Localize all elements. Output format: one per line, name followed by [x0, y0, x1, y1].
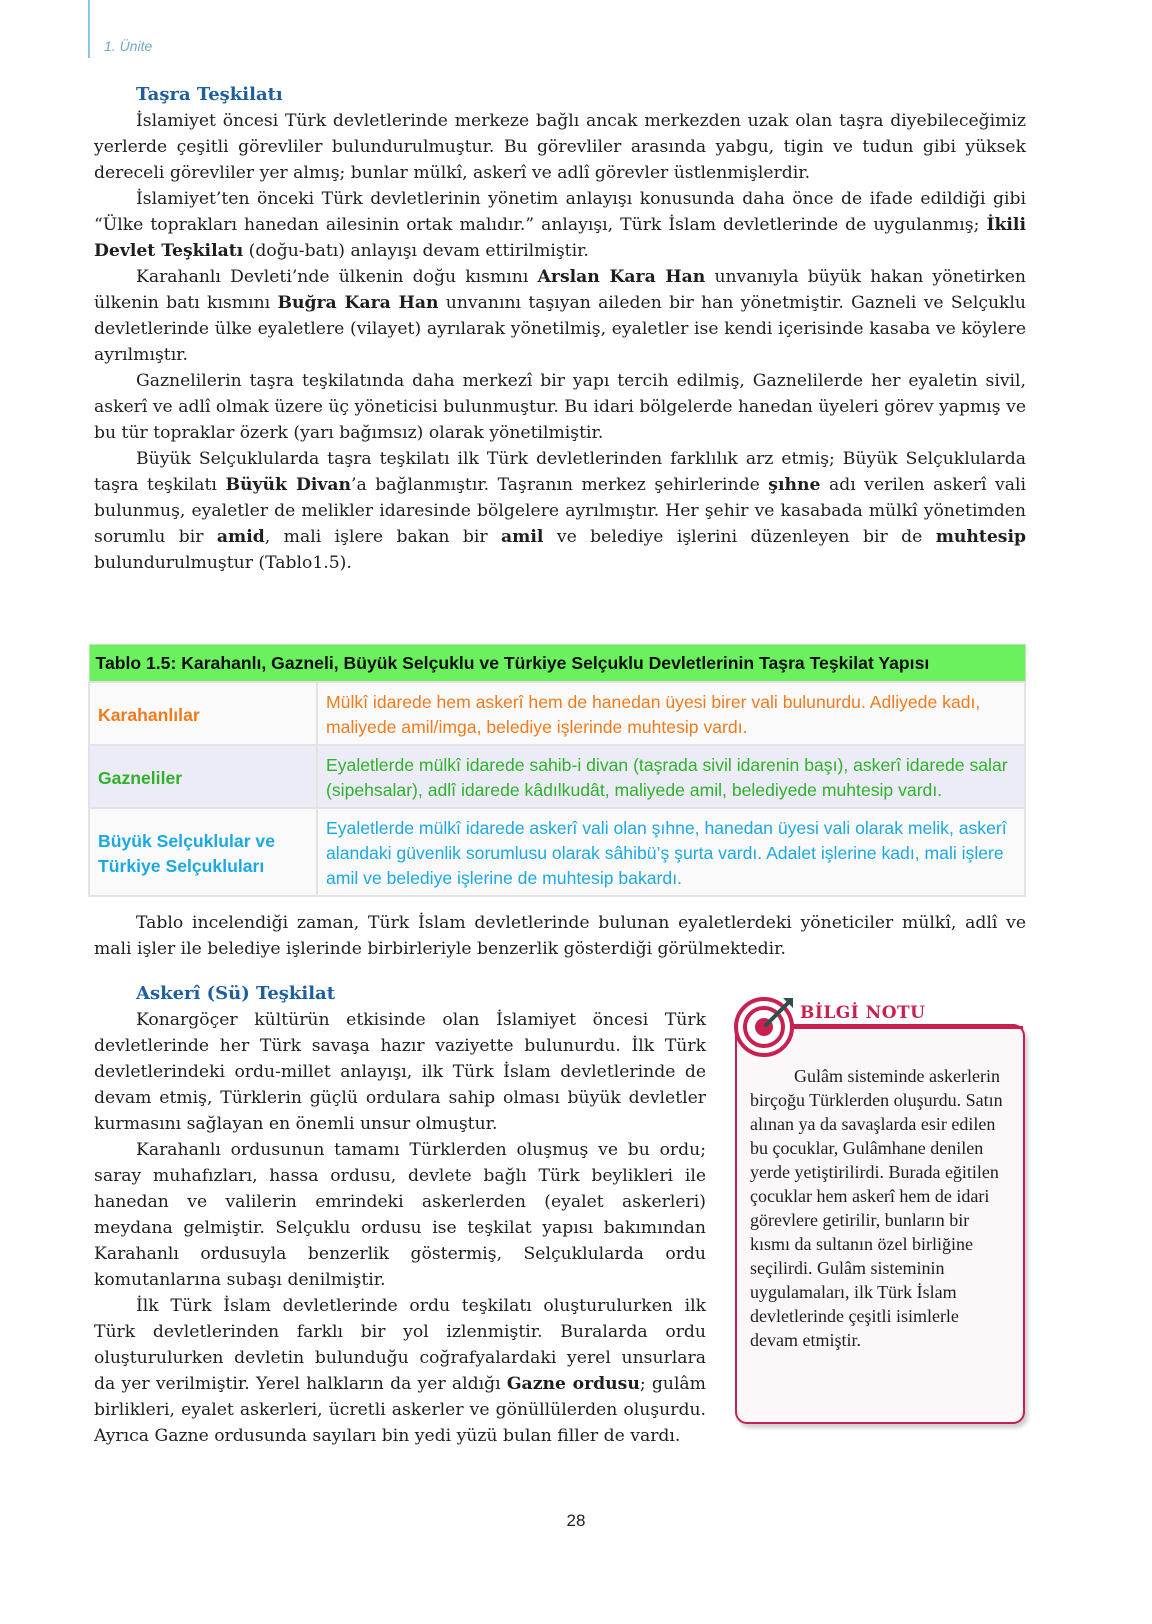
info-note-rule [794, 1026, 1023, 1029]
bold-term: İkili Devlet Teşkilatı [94, 215, 1026, 261]
paragraph: Gulâm sisteminde askerlerin birçoğu Türklerden oluşurdu. Satın alınan ya da savaşlarda esir edilen bu çocuklar, Gulâmhane denilen yerde yetiştirilirdi. Burada eğitilen çocuklar hem askerî hem de idari görevlere getirilir, bunların bir kısmı da sultanın özel birliğine seçilirdi. Gulâm sisteminin uygulamaları, ilk Türk İslam devletlerinde çeşitli isimlerle devam etmiştir. [750, 1066, 1003, 1350]
bold-term: muhtesip [935, 527, 1026, 547]
section-body-askeri [94, 1007, 706, 1449]
row-text: Mülkî idarede hem askerî hem de hanedan üyesi birer vali bulunurdu. Adliyede kadı, maliyede amil/imga, belediye işlerinde muhtesip vardı. [317, 682, 1025, 745]
paragraph: Karahanlı Devleti’nde ülkenin doğu kısmını Arslan Kara Han unvanıyla büyük hakan yönetirken ülkenin batı kısmını Buğra Kara Han unvanını taşıyan aileden bir han yönetmiştir. Gazneli ve Selçuklu devletlerinde ülke eyaletlere (vilayet) ayrılarak yönetilmiş, eyaletler ise kendi içerisinde kasaba ve köylere ayrılmıştır. [94, 267, 1027, 365]
paragraph: İslamiyet’ten önceki Türk devletlerinin yönetim anlayışı konusunda daha önce de ifade edildiği gibi “Ülke toprakları hanedan ailesinin ortak malıdır.” anlayışı, Türk İslam devletlerinde de uygulanmış; İkili Devlet Teşkilatı (doğu-batı) anlayışı devam ettirilmiştir. [94, 189, 1026, 261]
page-number: 28 [566, 1511, 586, 1530]
paragraph: İslamiyet öncesi Türk devletlerinde merkeze bağlı ancak merkezden uzak olan taşra diyebileceğimiz yerlerde çeşitli görevliler bulundurulmuştur. Bu görevliler arasında yabgu, tigin ve tudun gibi yüksek dereceli görevliler yer almış; bunlar mülkî, askerî ve adlî görevler üstlenmişlerdir. [94, 111, 1026, 183]
row-text: Eyaletlerde mülkî idarede askerî vali olan şıhne, hanedan üyesi vali olarak melik, askerî alandaki güvenlik sorumlusu olarak sâhibü’ş şurta vardı. Adalet işlerine kadı, mali işlere amil ve belediye işlerine de muhtesip bakardı. [317, 808, 1025, 896]
info-note-title: BİLGİ NOTU [800, 1003, 926, 1023]
table-summary [94, 910, 1026, 962]
table-title: Tablo 1.5: Karahanlı, Gazneli, Büyük Selçuklu ve Türkiye Selçuklu Devletlerinin Taşra Teşkilat Yapısı [89, 645, 1025, 683]
paragraph: Gaznelilerin taşra teşkilatında daha merkezî bir yapı tercih edilmiş, Gaznelilerde her eyaletin sivil, askerî ve adlî olmak üzere üç yöneticisi bulunmuştur. Bu idari bölgelerde hanedan üyeleri görev yapmış ve bu tür topraklar özerk (yarı bağımsız) olarak yönetilmiştir. [94, 371, 1026, 443]
unit-label: 1. Ünite [104, 38, 153, 54]
tasra-teskilat-table [88, 644, 1026, 897]
unit-rule [88, 0, 90, 58]
bold-term: Arslan Kara Han [537, 267, 706, 287]
bold-term: şıhne [768, 475, 821, 495]
target-arrow-icon [733, 996, 795, 1058]
bold-term: amid [216, 527, 265, 547]
paragraph: Karahanlı ordusunun tamamı Türklerden oluşmuş ve bu ordu; saray muhafızları, hassa ordusu, devlete bağlı Türk beylikleri ile hanedan ve valilerin emrindeki askerlerden (eyalet askerleri) meydana gelmiştir. Selçuklu ordusu ise teşkilat yapısı bakımından Karahanlı ordusuyla benzerlik göstermiş, Selçuklularda ordu komutanlarına subaşı denilmiştir. [94, 1140, 706, 1290]
row-label: Büyük Selçuklular ve Türkiye Selçukluları [89, 808, 317, 896]
bold-term: Büyük Divan [225, 475, 351, 495]
section-heading-tasra: Taşra Teşkilatı [136, 84, 283, 105]
table-row [89, 682, 1025, 745]
section-body-tasra [94, 108, 1026, 576]
info-note-text [750, 1064, 1010, 1352]
row-label: Gazneliler [89, 745, 317, 808]
bold-term: Gazne ordusu [506, 1374, 640, 1394]
paragraph: İlk Türk İslam devletlerinde ordu teşkilatı oluşturulurken ilk Türk devletlerinden farklı bir yol izlenmiştir. Buralarda ordu oluşturulurken devletin bulunduğu coğrafyalardaki yerel unsurlara da yer verilmiştir. Yerel halkların da yer aldığı Gazne ordusu; gulâm birlikleri, eyalet askerleri, ücretli askerler ve gönüllülerden oluşurdu. Ayrıca Gazne ordusunda sayıları bin yedi yüzü bulan filler de vardı. [94, 1296, 706, 1446]
row-label: Karahanlılar [89, 682, 317, 745]
paragraph: Büyük Selçuklularda taşra teşkilatı ilk Türk devletlerinden farklılık arz etmiş; Büyük Selçuklularda taşra teşkilatı Büyük Divan’a bağlanmıştır. Taşranın merkez şehirlerinde şıhne adı verilen askerî vali bulunmuş, eyaletler de melikler idaresinde bölgelere ayrılmıştır. Her şehir ve kasabada mülkî yönetimden sorumlu bir amid, mali işlere bakan bir amil ve belediye işlerini düzenleyen bir de muhtesip bulundurulmuştur (Tablo1.5). [94, 449, 1026, 573]
paragraph: Tablo incelendiği zaman, Türk İslam devletlerinde bulunan eyaletlerdeki yöneticiler mülkî, adlî ve mali işler ile belediye işlerinde birbirleriyle benzerlik gösterdiği görülmektedir. [94, 913, 1026, 959]
paragraph: Konargöçer kültürün etkisinde olan İslamiyet öncesi Türk devletlerinde her Türk savaşa hazır vaziyette bulunurdu. İlk Türk devletlerindeki ordu-millet anlayışı, ilk Türk İslam devletlerinde de devam etmiş, Türklerin güçlü ordulara sahip olması büyük devletler kurmasını sağlayan en önemli unsur olmuştur. [94, 1010, 706, 1134]
bold-term: Buğra Kara Han [277, 293, 439, 313]
bold-term: amil [501, 527, 544, 547]
table-row [89, 745, 1025, 808]
row-text: Eyaletlerde mülkî idarede sahib-i divan (taşrada sivil idarenin başı), askerî idarede salar (sipehsalar), adlî idarede kâdılkudât, maliyede amil, belediyede muhtesip vardı. [317, 745, 1025, 808]
section-heading-askeri: Askerî (Sü) Teşkilat [136, 983, 336, 1004]
table-row [89, 808, 1025, 896]
